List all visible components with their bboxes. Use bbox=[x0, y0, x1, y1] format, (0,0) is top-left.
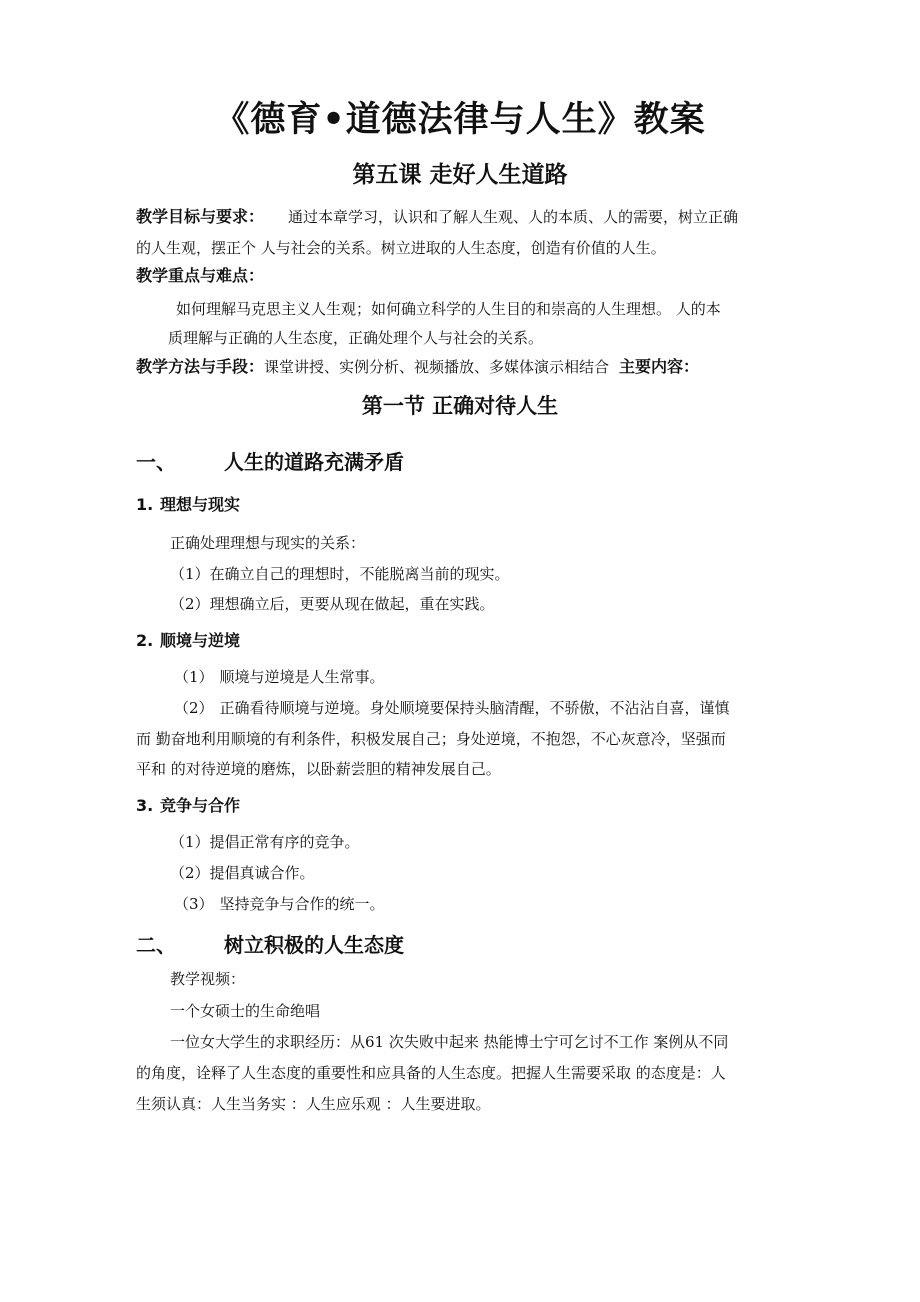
sub3-item3-number: （3） bbox=[174, 895, 214, 913]
part1-title: 人生的道路充满矛盾 bbox=[224, 450, 404, 474]
sub2-item2-text-1: 正确看待顺境与逆境。身处顺境要保持头脑清醒，不骄傲，不沾沾自喜，谨慎 bbox=[219, 699, 730, 717]
sub2-item1-text: 顺境与逆境是人生常事。 bbox=[219, 668, 385, 686]
key-points-label: 教学重点与难点： bbox=[136, 266, 265, 285]
video-item-1: 一个女硕士的生命绝唱 bbox=[170, 1002, 321, 1020]
sub2-number: 2. bbox=[136, 631, 154, 650]
part2-title: 树立积极的人生态度 bbox=[224, 933, 404, 957]
key-points-line2: 质理解与正确的人生态度，正确处理个人与社会的关系。 bbox=[168, 329, 544, 347]
lesson-title: 第五课 走好人生道路 bbox=[352, 162, 568, 188]
document-title: 《德育•道德法律与人生》教案 bbox=[214, 100, 706, 140]
sub3-item3 bbox=[174, 894, 385, 914]
case-para-line2: 的角度，诠释了人生态度的重要性和应具备的人生态度。把握人生需要采取 的态度是：人 bbox=[136, 1064, 726, 1082]
part1-number: 一、 bbox=[136, 450, 176, 474]
sub2-item2 bbox=[174, 698, 730, 718]
sub3-item1: （1）提倡正常有序的竞争。 bbox=[170, 833, 360, 851]
sub3-number: 3. bbox=[136, 796, 154, 815]
case-para-line1: 一位女大学生的求职经历：从61 次失败中起来 热能博士宁可乞讨不工作 案例从不同 bbox=[170, 1033, 729, 1051]
sub2-item2-number: （2） bbox=[174, 699, 214, 717]
sub2-title: 顺境与逆境 bbox=[160, 631, 241, 650]
sub1-item2: （2）理想确立后，更要从现在做起，重在实践。 bbox=[170, 595, 495, 613]
objectives-line2: 的人生观，摆正个 人与社会的关系。树立进取的人生态度，创造有价值的人生。 bbox=[136, 239, 666, 257]
sub1-heading bbox=[136, 492, 240, 515]
key-points-line1: 如何理解马克思主义人生观；如何确立科学的人生目的和崇高的人生理想。 人的本 bbox=[176, 300, 721, 318]
part2-heading bbox=[136, 929, 404, 958]
sub1-item1: （1）在确立自己的理想时，不能脱离当前的现实。 bbox=[170, 565, 510, 583]
part2-number: 二、 bbox=[136, 933, 176, 957]
sub1-intro: 正确处理理想与现实的关系： bbox=[170, 534, 366, 552]
main-content-label: 主要内容： bbox=[619, 357, 700, 376]
sub2-item2-line3: 平和 的对待逆境的磨炼，以卧薪尝胆的精神发展自己。 bbox=[136, 760, 501, 778]
sub2-item1 bbox=[174, 667, 385, 687]
objectives-label: 教学目标与要求： bbox=[136, 207, 265, 226]
section-title: 第一节 正确对待人生 bbox=[361, 394, 559, 418]
sub3-title: 竞争与合作 bbox=[160, 796, 241, 815]
methods-label: 教学方法与手段： bbox=[136, 357, 265, 376]
sub1-title: 理想与现实 bbox=[160, 495, 241, 514]
case-para-line3: 生须认真：人生当务实 ：人生应乐观 ：人生要进取。 bbox=[136, 1095, 491, 1113]
sub2-heading bbox=[136, 628, 240, 651]
sub3-item3-text: 坚持竞争与合作的统一。 bbox=[219, 895, 385, 913]
objectives-text-1: 通过本章学习，认识和了解人生观、人的本质、人的需要，树立正确 bbox=[288, 208, 739, 226]
part1-heading bbox=[136, 446, 404, 475]
objectives-line1 bbox=[136, 207, 738, 227]
sub1-number: 1. bbox=[136, 495, 154, 514]
sub3-heading bbox=[136, 793, 240, 816]
sub3-item2: （2）提倡真诚合作。 bbox=[170, 864, 315, 882]
methods-line bbox=[136, 357, 699, 377]
methods-text: 课堂讲授、实例分析、视频播放、多媒体演示相结合 bbox=[264, 358, 610, 376]
sub2-item1-number: （1） bbox=[174, 668, 214, 686]
video-label: 教学视频： bbox=[170, 970, 246, 988]
sub2-item2-line2: 而 勤奋地利用顺境的有利条件，积极发展自己；身处逆境，不抱怨，不心灰意冷，坚强而 bbox=[136, 730, 726, 748]
